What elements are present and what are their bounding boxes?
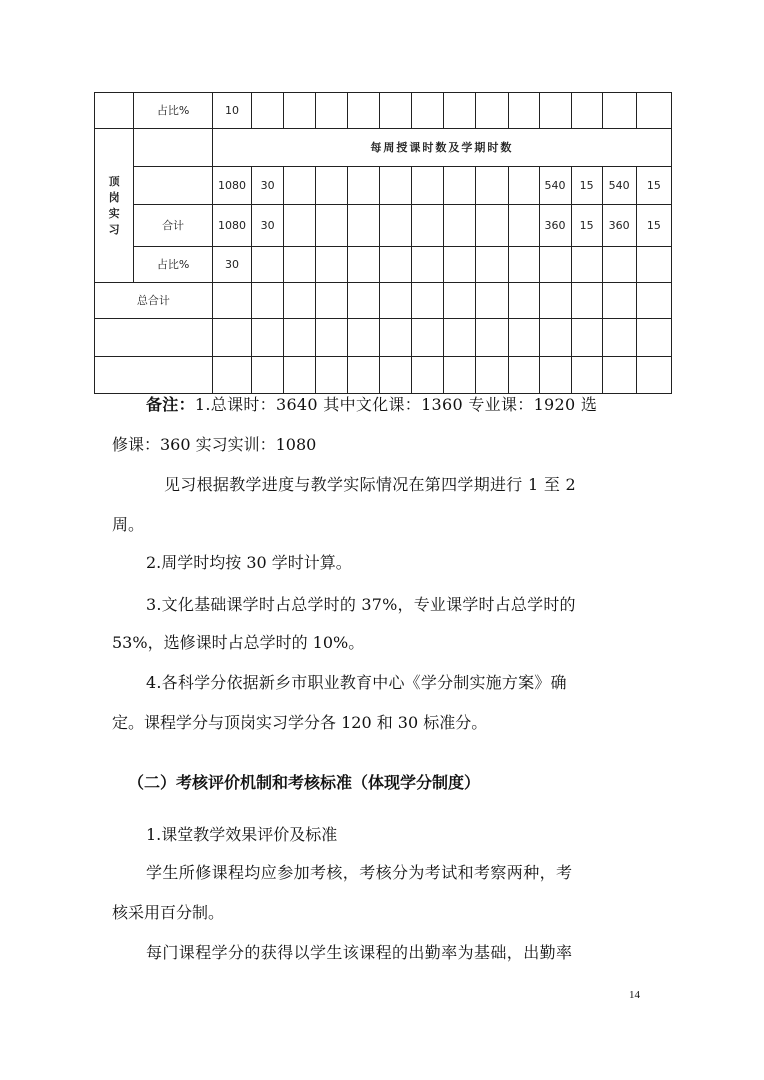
table-row	[95, 357, 672, 394]
paragraph-line: 学生所修课程均应参加考核，考核分为考试和考察两种，考	[146, 863, 573, 882]
table-row	[95, 167, 672, 205]
ratio-value: 10	[212, 93, 251, 129]
hours-cell: 1080	[212, 167, 251, 205]
hours-cell: 15	[571, 205, 602, 247]
notes-line-2: 修课：360 实习实训：1080	[112, 435, 317, 454]
ratio-label: 占比%	[134, 93, 213, 129]
paragraph-line: 每门课程学分的获得以学生该课程的出勤率为基础，出勤率	[146, 943, 573, 962]
weekly-hours-header: 每周授课时数及学期时数	[212, 129, 671, 167]
table-row	[95, 247, 672, 283]
page-number: 14	[629, 989, 640, 1001]
notes-line-4: 周。	[112, 515, 145, 534]
notes-line-8: 4.各科学分依据新乡市职业教育中心《学分制实施方案》确	[146, 673, 567, 692]
ratio-label: 占比%	[134, 247, 213, 283]
table-row	[95, 93, 672, 129]
hours-cell: 540	[539, 167, 571, 205]
grand-total-label: 总合计	[95, 283, 213, 319]
table-cell	[95, 93, 134, 129]
subsection-title: 1.课堂教学效果评价及标准	[146, 825, 338, 844]
notes-line-3: 见习根据教学进度与教学实际情况在第四学期进行 1 至 2	[164, 475, 577, 494]
hours-cell: 30	[252, 205, 284, 247]
paragraph-line: 核采用百分制。	[112, 903, 225, 922]
teaching-plan-table	[94, 92, 672, 394]
table-row	[95, 283, 672, 319]
notes-line-6: 3.文化基础课学时占总学时的 37%，专业课学时占总学时的	[146, 595, 576, 614]
total-label: 合计	[134, 205, 213, 247]
hours-cell: 1080	[212, 205, 251, 247]
hours-cell: 540	[602, 167, 636, 205]
table-row	[95, 205, 672, 247]
hours-cell: 15	[636, 205, 671, 247]
table-row	[95, 319, 672, 357]
notes-label: 备注：	[146, 395, 195, 414]
ratio-value: 30	[212, 247, 251, 283]
notes-line-1: 备注：1.总课时：3640 其中文化课：1360 专业课：1920 选	[146, 395, 598, 414]
notes-line-5: 2.周学时均按 30 学时计算。	[146, 553, 352, 572]
internship-section-label: 顶 岗 实 习	[95, 129, 134, 283]
hours-cell: 360	[539, 205, 571, 247]
hours-cell: 360	[602, 205, 636, 247]
hours-cell: 15	[636, 167, 671, 205]
section-heading: （二）考核评价机制和考核标准（体现学分制度）	[128, 773, 481, 792]
table-row	[95, 129, 672, 167]
hours-cell: 15	[571, 167, 602, 205]
notes-line-9: 定。课程学分与顶岗实习学分各 120 和 30 标准分。	[112, 713, 488, 732]
hours-cell: 30	[252, 167, 284, 205]
notes-line-7: 53%，选修课时占总学时的 10%。	[112, 633, 365, 652]
